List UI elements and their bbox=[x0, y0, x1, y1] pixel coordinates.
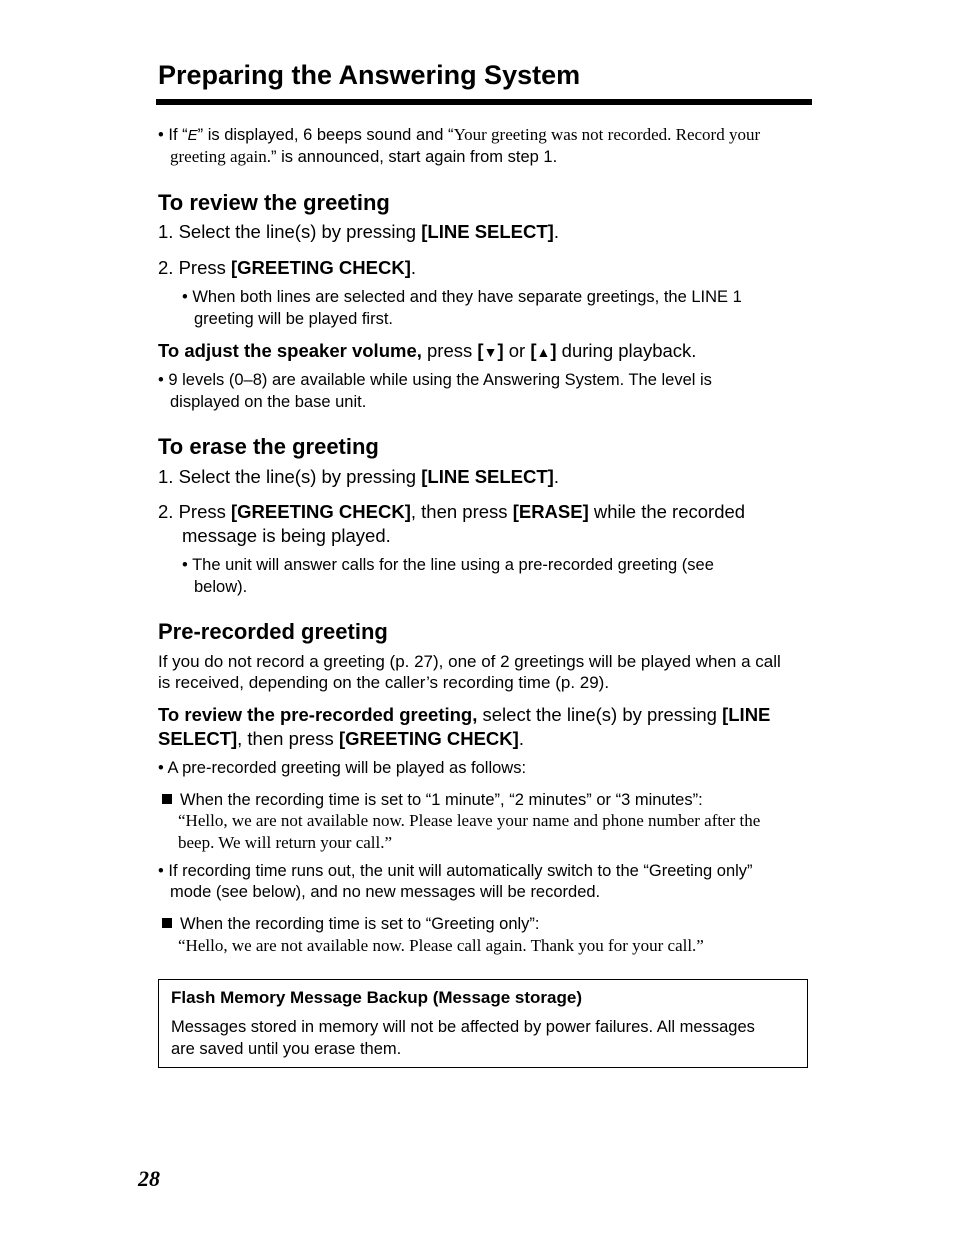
runout-line2: mode (see below), and no new messages will be recorded. bbox=[170, 883, 601, 901]
bracket: [ bbox=[477, 340, 484, 361]
line-select-key-cont: SELECT] bbox=[158, 728, 238, 749]
case1-text: When the recording time is set to “1 minute”, “2 minutes” or “3 minutes”: bbox=[180, 791, 703, 809]
prerecorded-review-line1 bbox=[158, 703, 770, 727]
volume-text: press bbox=[421, 340, 478, 361]
erase-key: [ERASE] bbox=[512, 501, 589, 522]
case1-quote-line2: beep. We will return your call.” bbox=[178, 833, 393, 852]
review-heading: To review the greeting bbox=[158, 190, 390, 215]
levels-line2: displayed on the base unit. bbox=[170, 393, 367, 411]
case2-line bbox=[162, 913, 540, 935]
levels-line1: • 9 levels (0–8) are available while using the Answering System. The level is bbox=[158, 371, 712, 389]
intro-quote2: greeting again. bbox=[170, 147, 272, 166]
erase-step2-line2: message is being played. bbox=[182, 525, 391, 546]
volume-down-key bbox=[477, 340, 503, 361]
runout-line1: • If recording time runs out, the unit will automatically switch to the “Greeting only” bbox=[158, 862, 753, 880]
bracket: ] bbox=[550, 340, 557, 361]
bullet: • bbox=[158, 126, 164, 144]
square-bullet-icon bbox=[162, 794, 172, 804]
line-select-key: [LINE bbox=[722, 704, 771, 725]
step-text: 2. Press bbox=[158, 501, 231, 522]
erase-heading: To erase the greeting bbox=[158, 434, 379, 459]
erase-note-line1: • The unit will answer calls for the line using a pre-recorded greeting (see bbox=[182, 556, 714, 574]
volume-suffix: during playback. bbox=[556, 340, 697, 361]
review-note-line2: greeting will be played first. bbox=[194, 310, 394, 328]
title-rule bbox=[156, 99, 812, 105]
greeting-check-key: [GREETING CHECK] bbox=[231, 501, 411, 522]
prerecorded-review-line2 bbox=[158, 727, 524, 751]
intro-note-line1 bbox=[158, 124, 760, 147]
intro-part2: ” is announced, start again from step 1. bbox=[271, 148, 558, 166]
played-bullet: • A pre-recorded greeting will be played as follows: bbox=[158, 759, 527, 777]
volume-label: To adjust the speaker volume, bbox=[158, 340, 422, 361]
intro-part1: ” is displayed, 6 beeps sound and “ bbox=[197, 126, 454, 144]
volume-or: or bbox=[503, 340, 531, 361]
erase-note-line2: below). bbox=[194, 578, 248, 596]
review-label: To review the pre-recorded greeting, bbox=[158, 704, 478, 725]
bracket: [ bbox=[530, 340, 537, 361]
prerecorded-para-line2: is received, depending on the caller’s recording time (p. 29). bbox=[158, 673, 610, 692]
prerecorded-heading: Pre-recorded greeting bbox=[158, 619, 388, 644]
review-text: select the line(s) by pressing bbox=[477, 704, 723, 725]
review-text: , then press bbox=[237, 728, 339, 749]
step-text: 1. Select the line(s) by pressing bbox=[158, 466, 422, 487]
up-arrow-icon: ▲ bbox=[536, 344, 551, 360]
flash-memory-box bbox=[158, 979, 808, 1068]
bracket: ] bbox=[497, 340, 504, 361]
case1-quote-line1: “Hello, we are not available now. Please leave your name and phone number after the bbox=[178, 811, 761, 830]
review-step2 bbox=[158, 256, 416, 280]
box-title: Flash Memory Message Backup (Message storage) bbox=[171, 988, 582, 1007]
down-arrow-icon: ▼ bbox=[483, 344, 498, 360]
punct: . bbox=[410, 257, 417, 278]
erase-step1 bbox=[158, 465, 559, 489]
greeting-check-key: [GREETING CHECK] bbox=[231, 257, 411, 278]
box-line1: Messages stored in memory will not be affected by power failures. All messages bbox=[171, 1018, 755, 1036]
prerecorded-para-line1: If you do not record a greeting (p. 27), one of 2 greetings will be played when a call bbox=[158, 652, 781, 671]
erase-step2 bbox=[158, 500, 745, 524]
case2-quote: “Hello, we are not available now. Please call again. Thank you for your call.” bbox=[178, 936, 704, 955]
review-step1 bbox=[158, 220, 559, 244]
display-e-glyph: E bbox=[187, 127, 198, 144]
punct: . bbox=[553, 221, 559, 242]
step-text: 2. Press bbox=[158, 257, 231, 278]
greeting-check-key: [GREETING CHECK] bbox=[338, 728, 519, 749]
box-line2: are saved until you erase them. bbox=[171, 1040, 402, 1058]
line-select-key: [LINE SELECT] bbox=[421, 221, 554, 242]
intro-note-line2 bbox=[170, 146, 557, 168]
step-text: 1. Select the line(s) by pressing bbox=[158, 221, 422, 242]
case2-text: When the recording time is set to “Greeting only”: bbox=[180, 915, 540, 933]
square-bullet-icon bbox=[162, 918, 172, 928]
step-text: , then press bbox=[410, 501, 513, 522]
page-title: Preparing the Answering System bbox=[158, 60, 581, 90]
intro-quote1: Your greeting was not recorded. Record your bbox=[453, 125, 761, 144]
punct: . bbox=[553, 466, 559, 487]
step-text: while the recorded bbox=[588, 501, 746, 522]
punct: . bbox=[518, 728, 524, 749]
case1-line bbox=[162, 789, 703, 811]
page-number: 28 bbox=[138, 1166, 160, 1191]
review-note-line1: • When both lines are selected and they have separate greetings, the LINE 1 bbox=[182, 288, 742, 306]
volume-up-key bbox=[530, 340, 556, 361]
intro-if: If “ bbox=[168, 126, 188, 144]
volume-instruction bbox=[158, 339, 696, 364]
line-select-key: [LINE SELECT] bbox=[421, 466, 554, 487]
